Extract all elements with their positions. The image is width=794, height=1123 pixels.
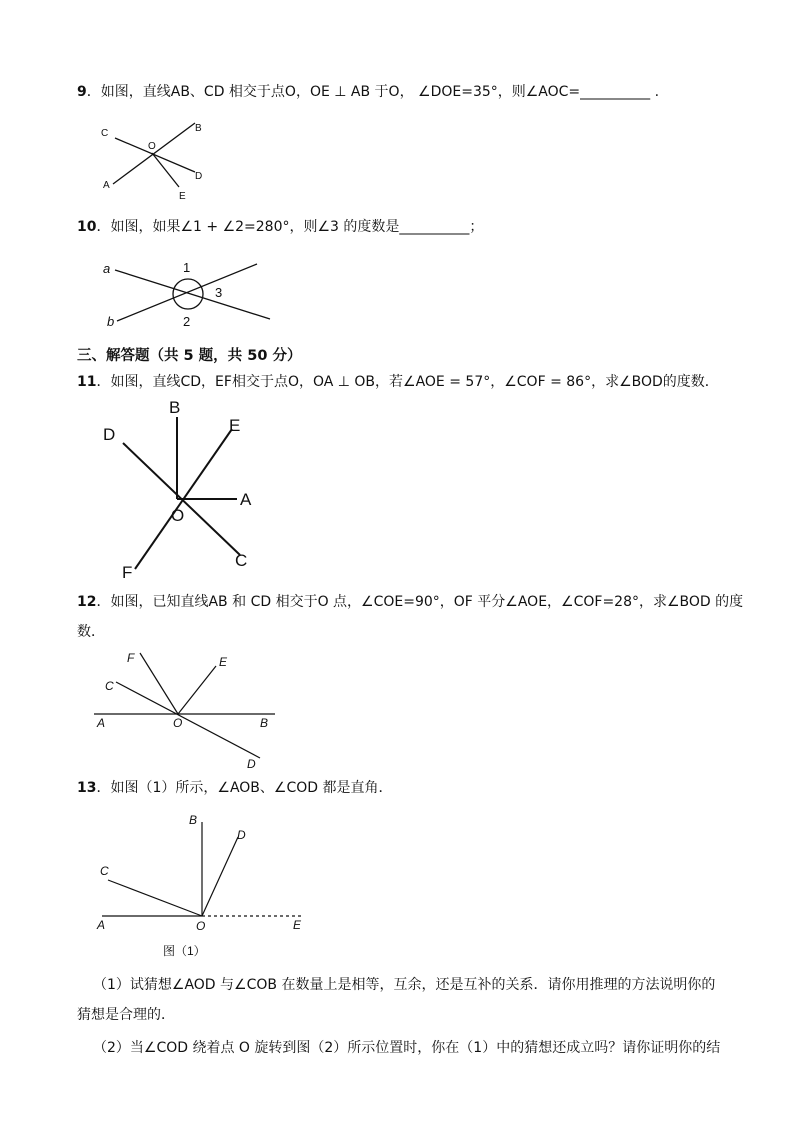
q13-number: 13	[77, 780, 97, 796]
q9-label-e: E	[179, 191, 186, 202]
q9-text	[77, 82, 659, 102]
q12-label-f: F	[127, 651, 135, 665]
q12-label-c: C	[105, 679, 114, 693]
q13-label-c: C	[100, 864, 109, 878]
q9-label-c: C	[101, 128, 109, 139]
q11-label-c: C	[235, 551, 248, 570]
q13-label-b: B	[189, 813, 198, 827]
q10-label-3: 3	[215, 285, 223, 300]
q13-figure	[90, 805, 330, 960]
q10-body: ．如图，如果∠1 + ∠2=280°，则∠3 的度数是__________；	[96, 219, 484, 235]
q13-label-d: D	[237, 828, 246, 842]
q12-body: ．如图，已知直线AB 和 CD 相交于O 点，∠COE=90°，OF 平分∠AOE，∠COF=28°，求∠BOD 的度	[96, 594, 744, 610]
q13-ray-od	[202, 837, 238, 916]
q10-figure	[95, 255, 285, 335]
q13-text	[77, 778, 392, 798]
q11-figure	[95, 395, 295, 585]
q12-label-a: A	[97, 716, 106, 730]
q11-number: 11	[77, 374, 97, 390]
q9-label-o: O	[148, 141, 156, 152]
q12-label-e: E	[219, 655, 228, 669]
q13-label-o: O	[196, 919, 206, 933]
q13-ray-oc	[108, 880, 202, 916]
q9-ray-oe	[152, 153, 179, 187]
q12-text-cont: 数．	[77, 624, 105, 640]
q13-part1-line2: 猜想是合理的．	[77, 1007, 175, 1023]
q11-label-o: O	[171, 506, 185, 525]
q9-number: 9	[77, 84, 87, 100]
q10-angle-circle	[173, 279, 203, 309]
q12-figure	[90, 645, 290, 770]
q10-label-2: 2	[183, 314, 191, 329]
q9-label-a: A	[103, 180, 110, 191]
q9-body: ．如图，直线AB、CD 相交于点O，OE ⊥ AB 于O， ∠DOE=35°，则∠AOC=__________ .	[86, 84, 660, 100]
q12-number: 12	[77, 594, 97, 610]
q13-body: ．如图（1）所示，∠AOB、∠COD 都是直角．	[96, 780, 393, 796]
q12-label-b: B	[260, 716, 269, 730]
q11-label-a: A	[240, 490, 252, 509]
q9-label-d: D	[195, 171, 203, 182]
q9-figure	[95, 112, 235, 207]
q12-ray-oe	[178, 666, 216, 714]
q12-text	[77, 592, 743, 612]
q11-label-b: B	[169, 398, 181, 417]
q9-line-ab	[113, 123, 195, 184]
q13-part1-line1: （1）试猜想∠AOD 与∠COB 在数量上是相等，互余，还是互补的关系．请你用推理的方法说明你的	[93, 977, 716, 993]
q11-label-f: F	[122, 563, 133, 582]
q12-label-d: D	[247, 757, 256, 771]
q13-label-e: E	[293, 918, 302, 932]
q11-label-e: E	[229, 416, 241, 435]
q10-label-b: b	[107, 314, 115, 329]
q10-number: 10	[77, 219, 97, 235]
q10-label-a: a	[103, 261, 111, 276]
section-heading: 三、解答题（共 5 题，共 50 分）	[77, 348, 302, 364]
q11-text	[77, 372, 719, 392]
q12-label-o: O	[173, 716, 183, 730]
q9-label-b: B	[195, 123, 202, 134]
q13-caption: 图（1）	[163, 944, 206, 958]
q11-label-d: D	[103, 425, 116, 444]
q11-body: ．如图，直线CD，EF相交于点O，OA ⊥ OB，若∠AOE = 57°，∠COF = 86°，求∠BOD的度数．	[96, 374, 719, 390]
q10-text	[77, 217, 483, 237]
q13-label-a: A	[97, 918, 106, 932]
q13-part2-line1: （2）当∠COD 绕着点 O 旋转到图（2）所示位置时，你在（1）中的猜想还成立吗？请你证明你的结	[93, 1040, 721, 1056]
q10-label-1: 1	[183, 260, 191, 275]
q12-line-cd	[116, 682, 260, 758]
